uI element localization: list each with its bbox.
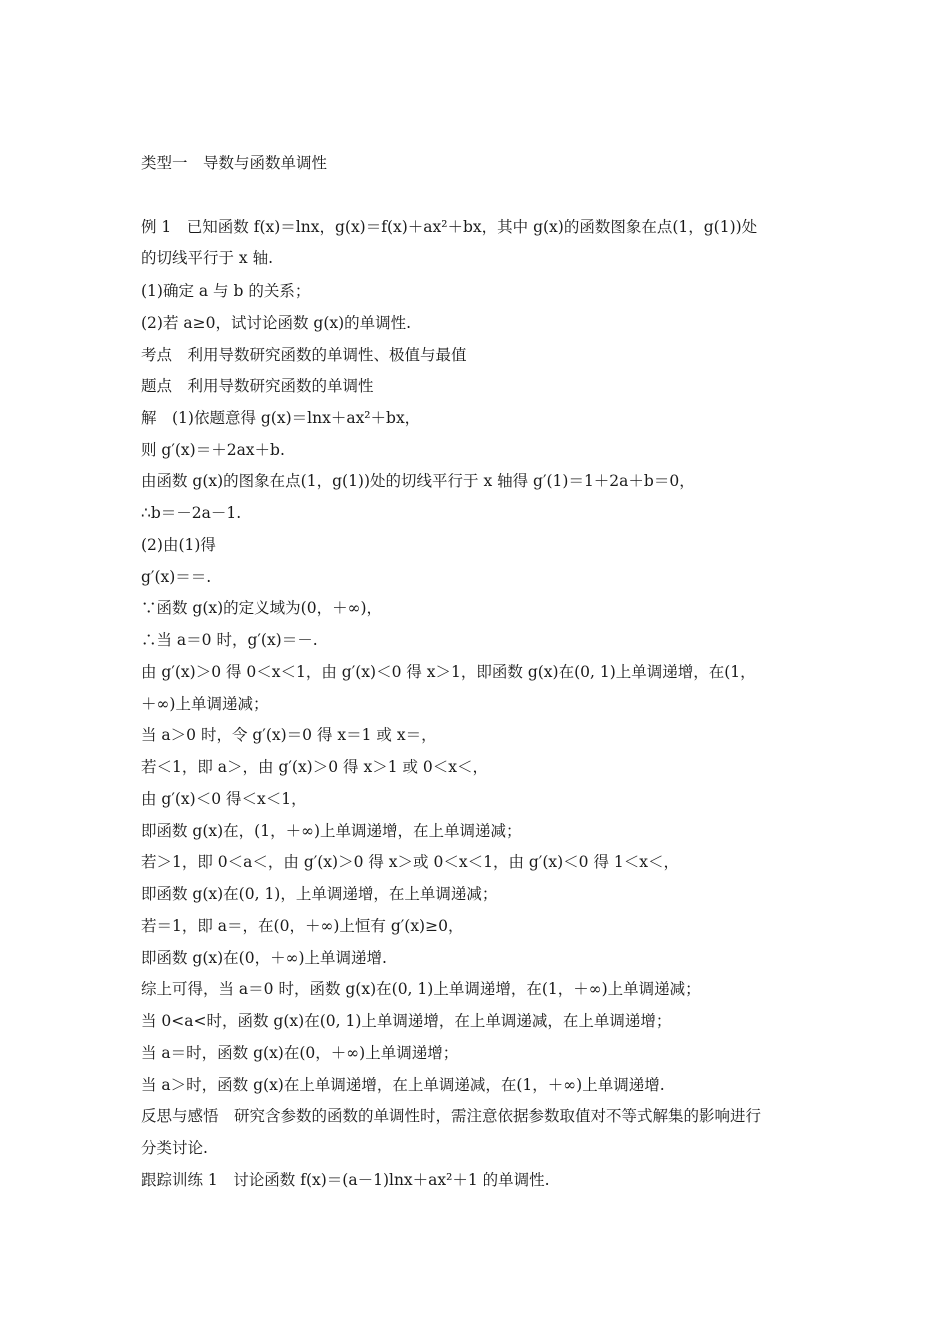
text-line: (2)由(1)得 <box>141 536 216 554</box>
text-line: 若＞1，即 0＜a＜，由 g′(x)＞0 得 x＞或 0＜x＜1，由 g′(x)＜0 得 1＜x＜， <box>141 853 679 871</box>
text-line: g′(x)＝＝. <box>141 568 212 586</box>
text-line: ∵函数 g(x)的定义域为(0，＋∞)， <box>141 599 383 617</box>
text-line: 当 a＞0 时，令 g′(x)＝0 得 x＝1 或 x＝， <box>141 726 437 744</box>
text-line: 跟踪训练 1 讨论函数 f(x)＝(a－1)lnx＋ax²＋1 的单调性. <box>141 1171 550 1189</box>
text-line: 即函数 g(x)在(0, 1)，上单调递增，在上单调递减； <box>141 885 498 903</box>
text-line: 当 0<a<时，函数 g(x)在(0, 1)上单调递增，在上单调递减，在上单调递增； <box>141 1012 672 1030</box>
text-line: 即函数 g(x)在，(1，＋∞)上单调递增，在上单调递减； <box>141 822 522 840</box>
text-line: 由函数 g(x)的图象在点(1，g(1))处的切线平行于 x 轴得 g′(1)＝1＋2a＋b＝0， <box>141 472 695 490</box>
text-line: 由 g′(x)＜0 得＜x＜1， <box>141 790 307 808</box>
text-line: 当 a＝时，函数 g(x)在(0，＋∞)上单调递增； <box>141 1044 459 1062</box>
text-line: ∴b＝－2a－1. <box>141 504 242 522</box>
text-line: 综上可得，当 a＝0 时，函数 g(x)在(0, 1)上单调递增，在(1，＋∞)上单调递减； <box>141 980 701 998</box>
text-line: 例 1 已知函数 f(x)＝lnx，g(x)＝f(x)＋ax²＋bx，其中 g(x)的函数图象在点(1，g(1))处 <box>141 218 758 236</box>
text-line: ∴当 a＝0 时，g′(x)＝－. <box>141 631 318 649</box>
section-heading: 类型一 导数与函数单调性 <box>141 154 328 172</box>
text-line: ＋∞)上单调递减； <box>141 695 269 713</box>
text-line: 的切线平行于 x 轴. <box>141 249 274 267</box>
text-line: 当 a＞时，函数 g(x)在上单调递增，在上单调递减，在(1，＋∞)上单调递增. <box>141 1076 665 1094</box>
text-line: 反思与感悟 研究含参数的函数的单调性时，需注意依据参数取值对不等式解集的影响进行 <box>141 1107 762 1125</box>
text-line: 解 (1)依题意得 g(x)＝lnx＋ax²＋bx， <box>141 409 421 427</box>
text-line: 考点 利用导数研究函数的单调性、极值与最值 <box>141 346 467 364</box>
text-line: 分类讨论. <box>141 1139 208 1157</box>
text-line: (1)确定 a 与 b 的关系； <box>141 282 311 300</box>
text-line: 若＝1，即 a＝，在(0，＋∞)上恒有 g′(x)≥0， <box>141 917 464 935</box>
text-line: 题点 利用导数研究函数的单调性 <box>141 377 374 395</box>
text-line: 即函数 g(x)在(0，＋∞)上单调递增. <box>141 949 387 967</box>
text-line: (2)若 a≥0，试讨论函数 g(x)的单调性. <box>141 314 412 332</box>
text-line: 则 g′(x)＝＋2ax＋b. <box>141 441 285 459</box>
text-line: 由 g′(x)＞0 得 0＜x＜1，由 g′(x)＜0 得 x＞1，即函数 g(x)在(0, 1)上单调递增，在(1， <box>141 663 756 681</box>
text-line: 若＜1，即 a＞，由 g′(x)＞0 得 x＞1 或 0＜x＜， <box>141 758 489 776</box>
